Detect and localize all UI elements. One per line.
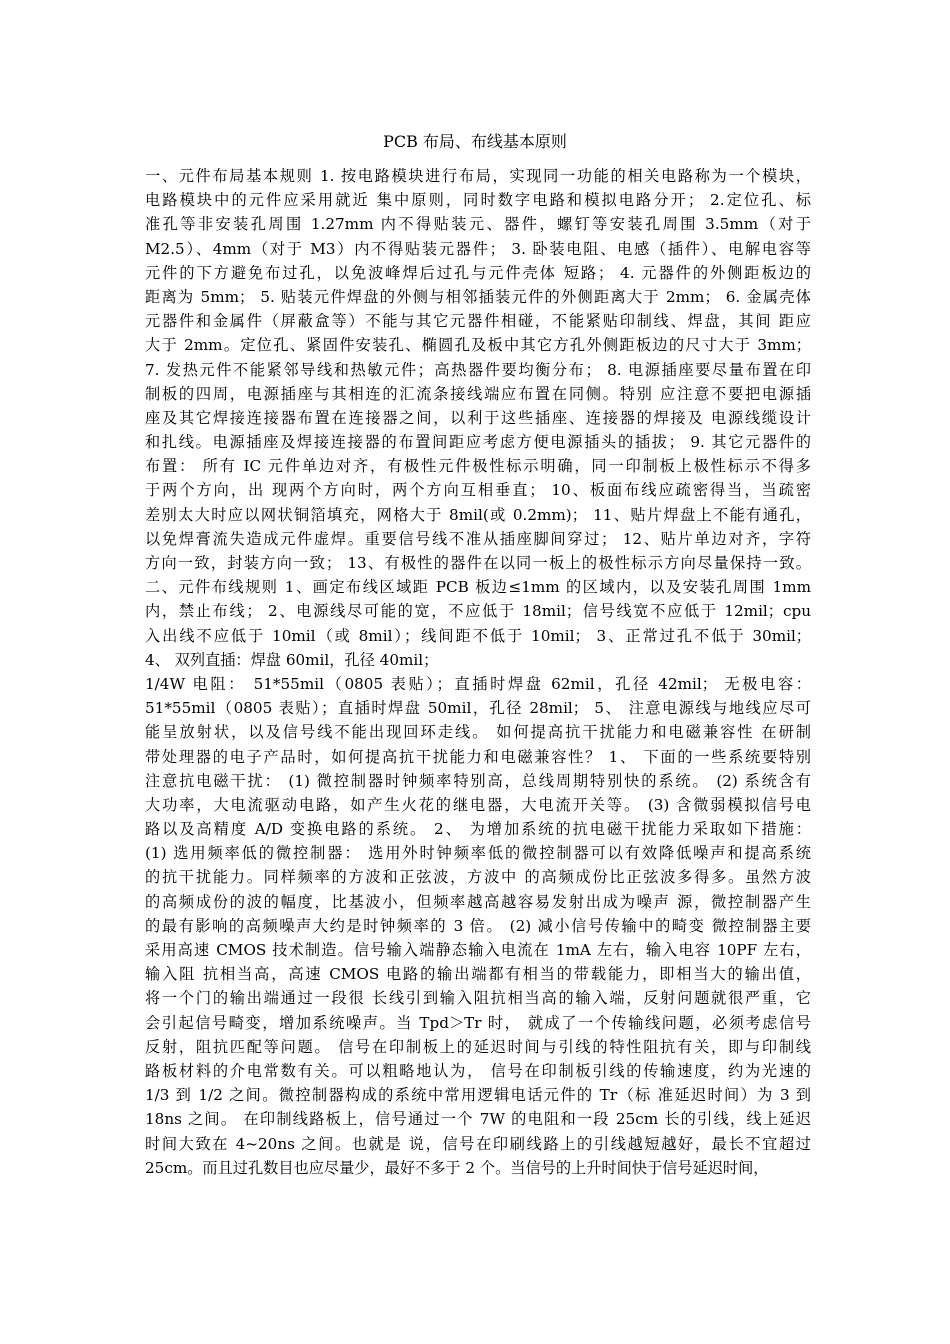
text-line: 方向一致，封装方向一致； 13、有极性的器件在以同一板上的极性标示方向尽量保持一致。 — [145, 554, 811, 572]
text-line: 7. 发热元件不能紧邻导线和热敏元件；高热器件要均衡分布； 8. 电源插座要尽量布置在印 — [145, 360, 811, 379]
text-line: 制板的四周，电源插座与其相连的汇流条接线端应布置在同侧。特别 应注意不要把电源插 — [145, 384, 811, 403]
text-line: 采用高速 CMOS 技术制造。信号输入端静态输入电流在 1mA 左右，输入电容 10PF 左右， — [145, 941, 811, 959]
text-line: 以免焊膏流失造成元件虚焊。重要信号线不准从插座脚间穿过； 12、贴片单边对齐，字符 — [145, 529, 811, 548]
text-line: 1/4W 电阻： 51*55mil（0805 表贴）；直插时焊盘 62mil，孔径 42mil； 无极电容： — [145, 674, 811, 693]
text-line: 元器件和金属件（屏蔽盒等）不能与其它元器件相碰，不能紧贴印制线、焊盘，其间 距应 — [145, 312, 811, 331]
text-line: M2.5）、4mm（对于 M3）内不得贴装元器件； 3. 卧装电阻、电感（插件）、电解电容等 — [145, 239, 811, 258]
text-line: 准孔等非安装孔周围 1.27mm 内不得贴装元、器件，螺钉等安装孔周围 3.5mm（对于 — [145, 215, 811, 234]
text-line: 电路模块中的元件应采用就近 集中原则，同时数字电路和模拟电路分开； 2.定位孔、标 — [145, 191, 811, 210]
text-line: 注意抗电磁干扰： (1) 微控制器时钟频率特别高，总线周期特别快的系统。 (2) 系统含有 — [145, 771, 811, 790]
body-text — [145, 164, 811, 1180]
text-line: 反射，阻抗匹配等问题。 信号在印制板上的延迟时间与引线的特性阻抗有关，即与印制线 — [145, 1037, 811, 1056]
text-line: 时间大致在 4~20ns 之间。也就是 说，信号在印刷线路上的引线越短越好，最长不宜超过 — [145, 1134, 811, 1153]
text-line: 18ns 之间。 在印制线路板上，信号通过一个 7W 的电阻和一段 25cm 长的引线，线上延迟 — [145, 1110, 811, 1129]
page-title: PCB 布局、布线基本原则 — [383, 132, 567, 151]
text-line: 会引起信号畸变，增加系统噪声。当 Tpd＞Tr 时， 就成了一个传输线问题，必须考虑信号 — [145, 1013, 811, 1032]
text-line: 的抗干扰能力。同样频率的方波和正弦波，方波中 的高频成份比正弦波多得多。虽然方波 — [145, 868, 811, 887]
text-line: 内，禁止布线； 2、电源线尽可能的宽，不应低于 18mil；信号线宽不应低于 12mil；cpu — [145, 602, 811, 621]
text-line: 和扎线。电源插座及焊接连接器的布置间距应考虑方便电源插头的插拔； 9. 其它元器件的 — [145, 433, 811, 452]
text-line: 输入阻 抗相当高，高速 CMOS 电路的输出端都有相当的带载能力，即相当大的输出值， — [145, 965, 811, 984]
text-line: 元件的下方避免布过孔，以免波峰焊后过孔与元件壳体 短路； 4. 元器件的外侧距板边的 — [145, 263, 811, 282]
text-line: 带处理器的电子产品时，如何提高抗干扰能力和电磁兼容性？ 1、 下面的一些系统要特别 — [145, 747, 811, 766]
text-line: 二、元件布线规则 1、画定布线区域距 PCB 板边≤1mm 的区域内，以及安装孔周围 1mm — [145, 578, 811, 597]
text-line: 座及其它焊接连接器布置在连接器之间，以利于这些插座、连接器的焊接及 电源线缆设计 — [145, 408, 811, 427]
text-line: 的最有影响的高频噪声大约是时钟频率的 3 倍。 (2) 减小信号传输中的畸变 微控制器主要 — [145, 916, 811, 935]
text-line: 差别太大时应以网状铜箔填充，网格大于 8mil(或 0.2mm)； 11、贴片焊盘上不能有通孔， — [145, 505, 811, 524]
text-line: 的高频成份的波的幅度，比基波小，但频率越高越容易发射出成为噪声 源，微控制器产生 — [145, 892, 811, 911]
text-line: 入出线不应低于 10mil（或 8mil）；线间距不低于 10mil； 3、正常过孔不低于 30mil； — [145, 626, 811, 645]
text-line: 25cm。而且过孔数目也应尽量少，最好不多于 2 个。当信号的上升时间快于信号延迟时间， — [145, 1158, 769, 1177]
text-line: (1) 选用频率低的微控制器： 选用外时钟频率低的微控制器可以有效降低噪声和提高系统 — [145, 844, 811, 863]
text-line: 4、 双列直插：焊盘 60mil，孔径 40mil； — [145, 650, 439, 669]
text-line: 1/3 到 1/2 之间。微控制器构成的系统中常用逻辑电话元件的 Tr（标 准延迟时间）为 3 到 — [145, 1086, 811, 1105]
text-line: 51*55mil（0805 表贴）；直插时焊盘 50mil，孔径 28mil； 5、 注意电源线与地线应尽可 — [145, 699, 811, 718]
text-line: 将一个门的输出端通过一段很 长线引到输入阻抗相当高的输入端，反射问题就很严重，它 — [145, 989, 811, 1008]
text-line: 距离为 5mm； 5. 贴装元件焊盘的外侧与相邻插装元件的外侧距离大于 2mm； 6. 金属壳体 — [145, 287, 811, 306]
text-line: 大于 2mm。定位孔、紧固件安装孔、椭圆孔及板中其它方孔外侧距板边的尺寸大于 3mm； — [145, 336, 811, 355]
text-line: 路板材料的介电常数有关。可以粗略地认为， 信号在印制板引线的传输速度，约为光速的 — [145, 1061, 811, 1080]
text-line: 能呈放射状，以及信号线不能出现回环走线。 如何提高抗干扰能力和电磁兼容性 在研制 — [145, 723, 811, 742]
text-line: 一、元件布局基本规则 1. 按电路模块进行布局，实现同一功能的相关电路称为一个模块， — [145, 167, 811, 185]
text-line: 布置： 所有 IC 元件单边对齐，有极性元件极性标示明确，同一印制板上极性标示不得多 — [145, 457, 811, 476]
text-line: 大功率，大电流驱动电路，如产生火花的继电器，大电流开关等。 (3) 含微弱模拟信号电 — [145, 795, 811, 814]
text-line: 于两个方向，出 现两个方向时，两个方向互相垂直； 10、板面布线应疏密得当，当疏密 — [145, 481, 811, 500]
text-line: 路以及高精度 A/D 变换电路的系统。 2、 为增加系统的抗电磁干扰能力采取如下措施： — [145, 820, 811, 839]
